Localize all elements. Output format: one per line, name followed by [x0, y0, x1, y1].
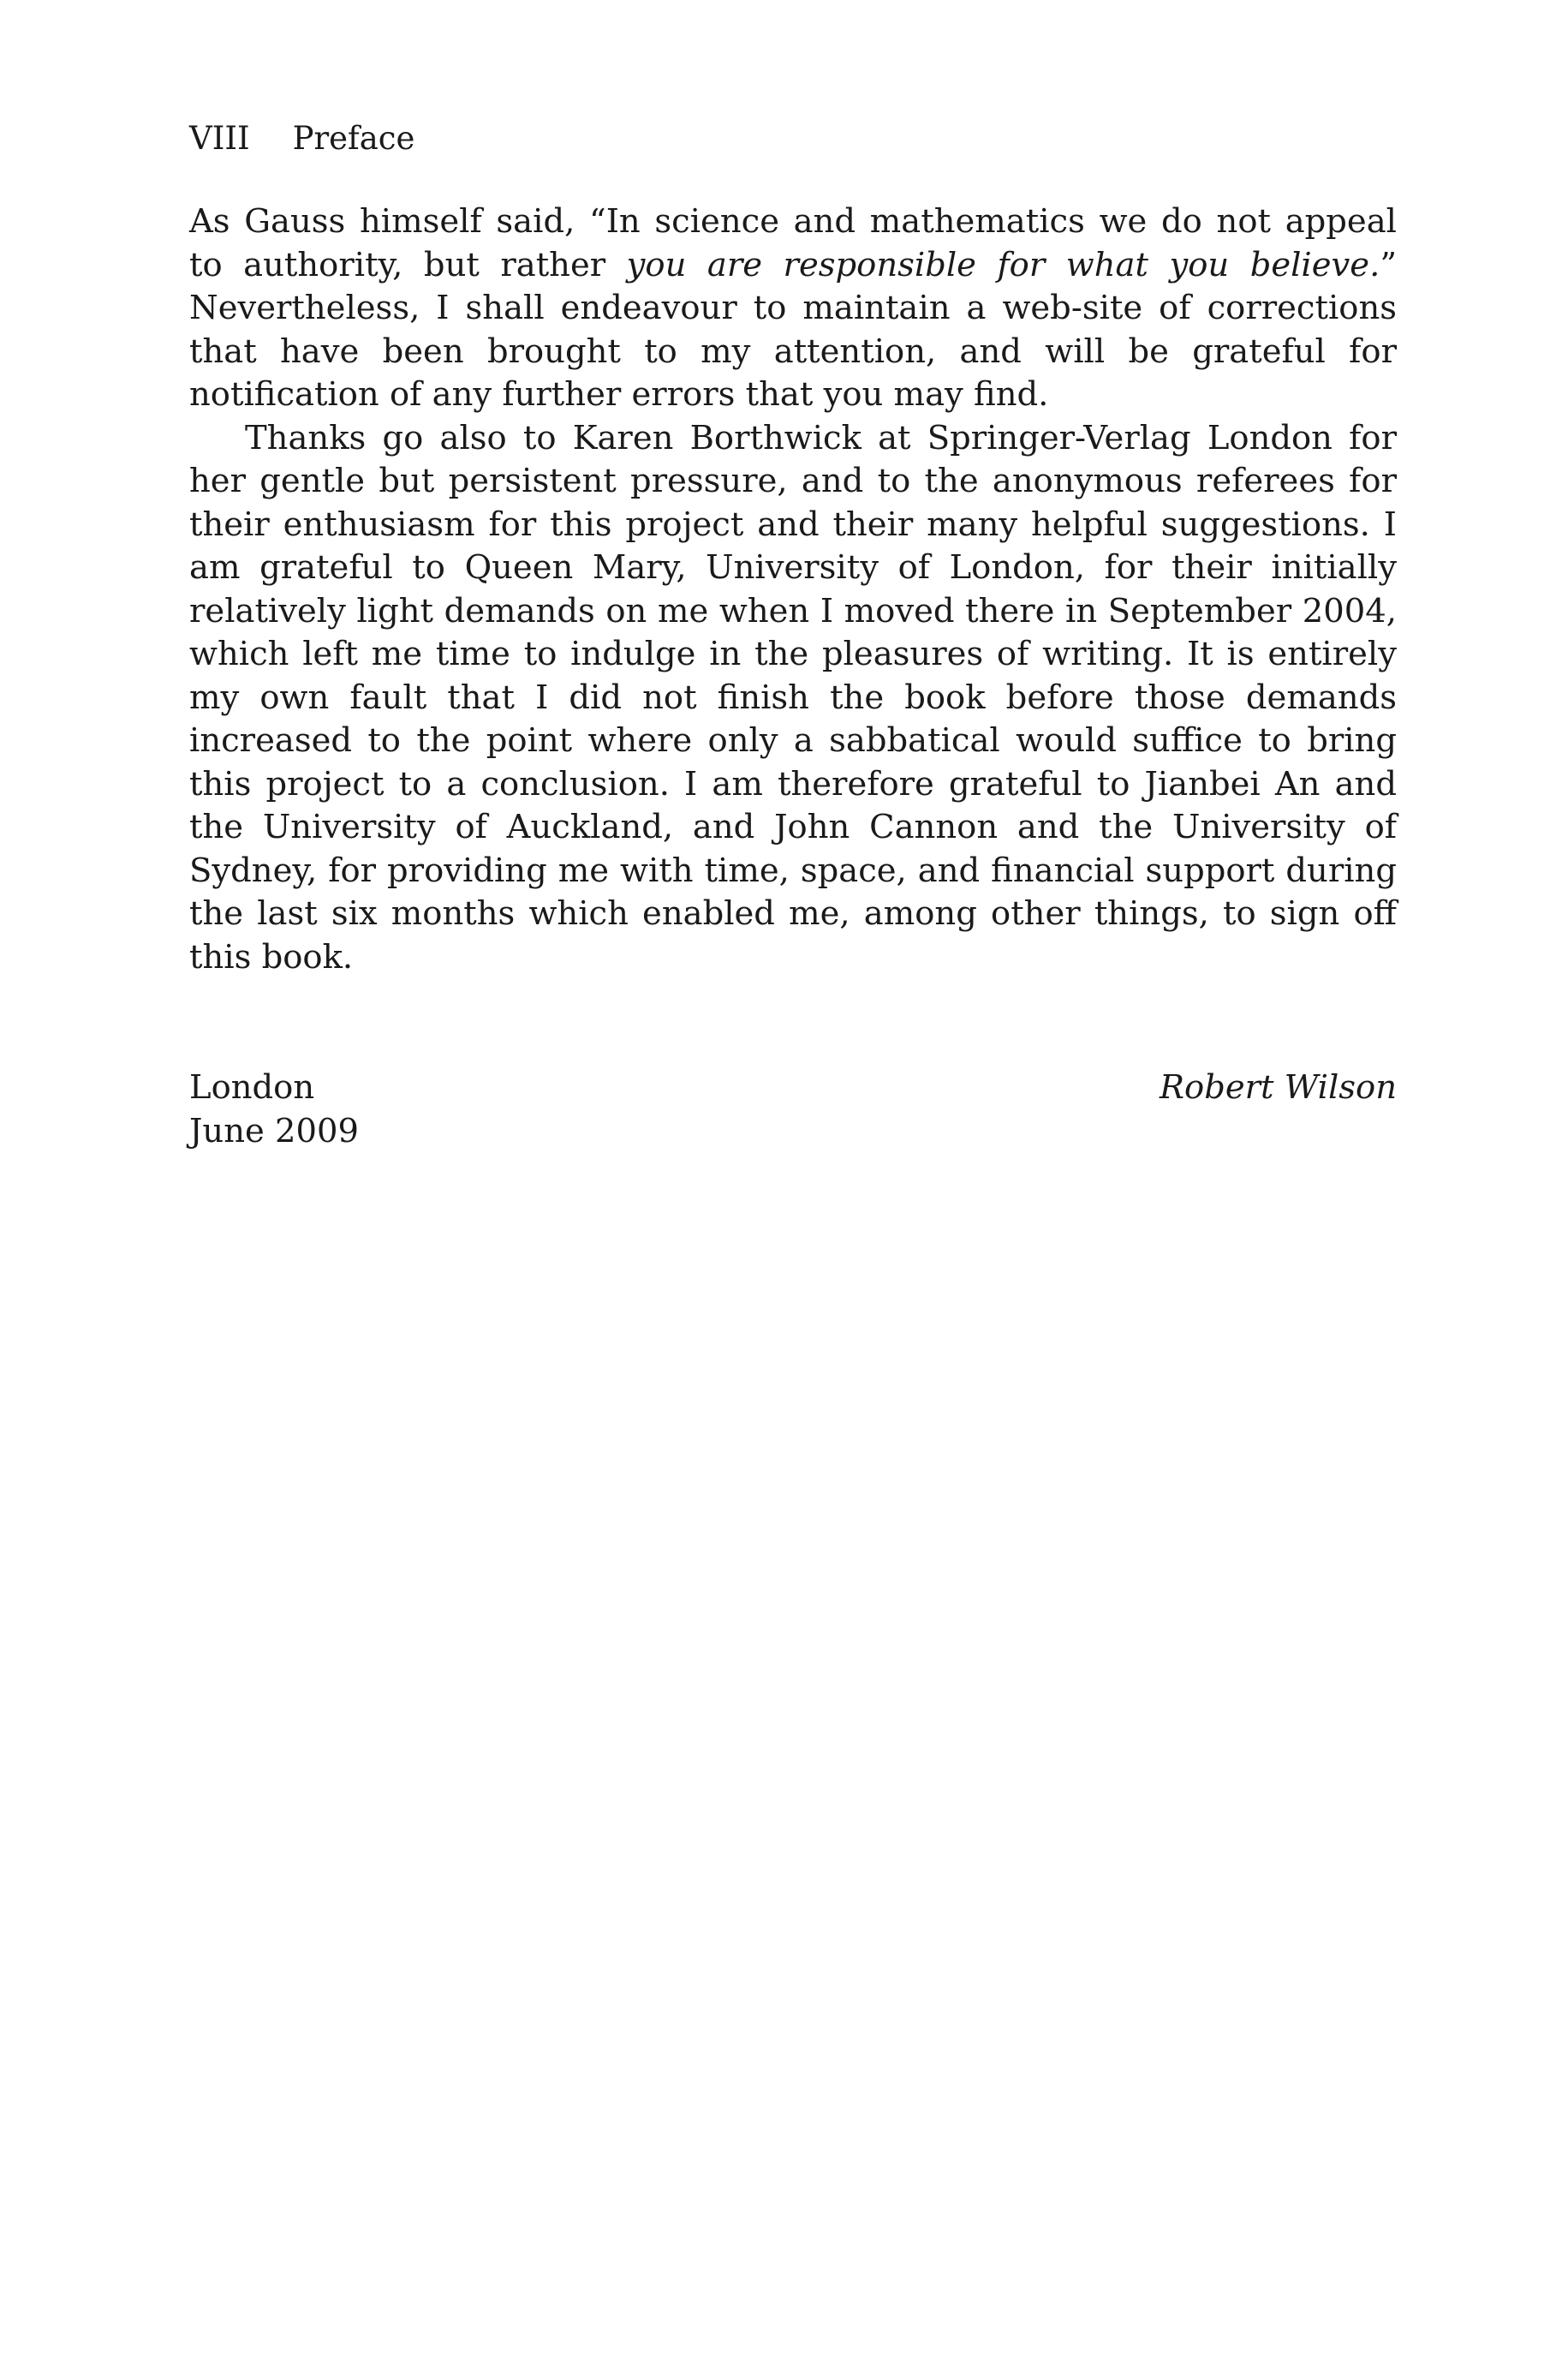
signoff-place: London: [189, 1068, 315, 1107]
page-number: VIII: [189, 120, 250, 157]
paragraph-acknowledgements: Thanks go also to Karen Borthwick at Springer-Verlag London for her gentle but persistent pressure, and to the anonymous referees for their enthusiasm for this project and their many helpful suggestions. I am grateful to Queen Mary, University of London, for their initially relatively light demands on me when I moved there in September 2004, which left me time to indulge in the pleasures of writing. It is entirely my own fault that I did not finish the book before those demands increased to the point where only a sabbatical would suffice to bring this project to a conclusion. I am therefore grateful to Jianbei An and the University of Auckland, and John Cannon and the University of Sydney, for providing me with time, space, and financial support during the last six months which enabled me, among other things, to sign off this book.: [189, 418, 1397, 977]
body-text: [189, 200, 1397, 979]
paragraph-text: As Gauss himself said, “In science and mathematics we do not appeal to authority, but rather: [189, 202, 1397, 284]
signoff-date: June 2009: [189, 1111, 360, 1150]
running-head: [189, 120, 1397, 158]
signoff: [189, 1067, 1397, 1153]
author-name: Robert Wilson: [1160, 1068, 1397, 1107]
emphasized-quote: you are responsible for what you believe.: [626, 245, 1380, 284]
section-title: Preface: [292, 120, 415, 157]
page: [189, 120, 1397, 1153]
paragraph-gauss-quote: [189, 200, 1397, 417]
paragraph-text: ” Nevertheless, I shall endeavour to maintain a web-site of corrections that have been brought to my attention, and will be grateful for notification of any further errors that you may find.: [189, 245, 1397, 414]
signoff-place-date: [189, 1067, 359, 1153]
